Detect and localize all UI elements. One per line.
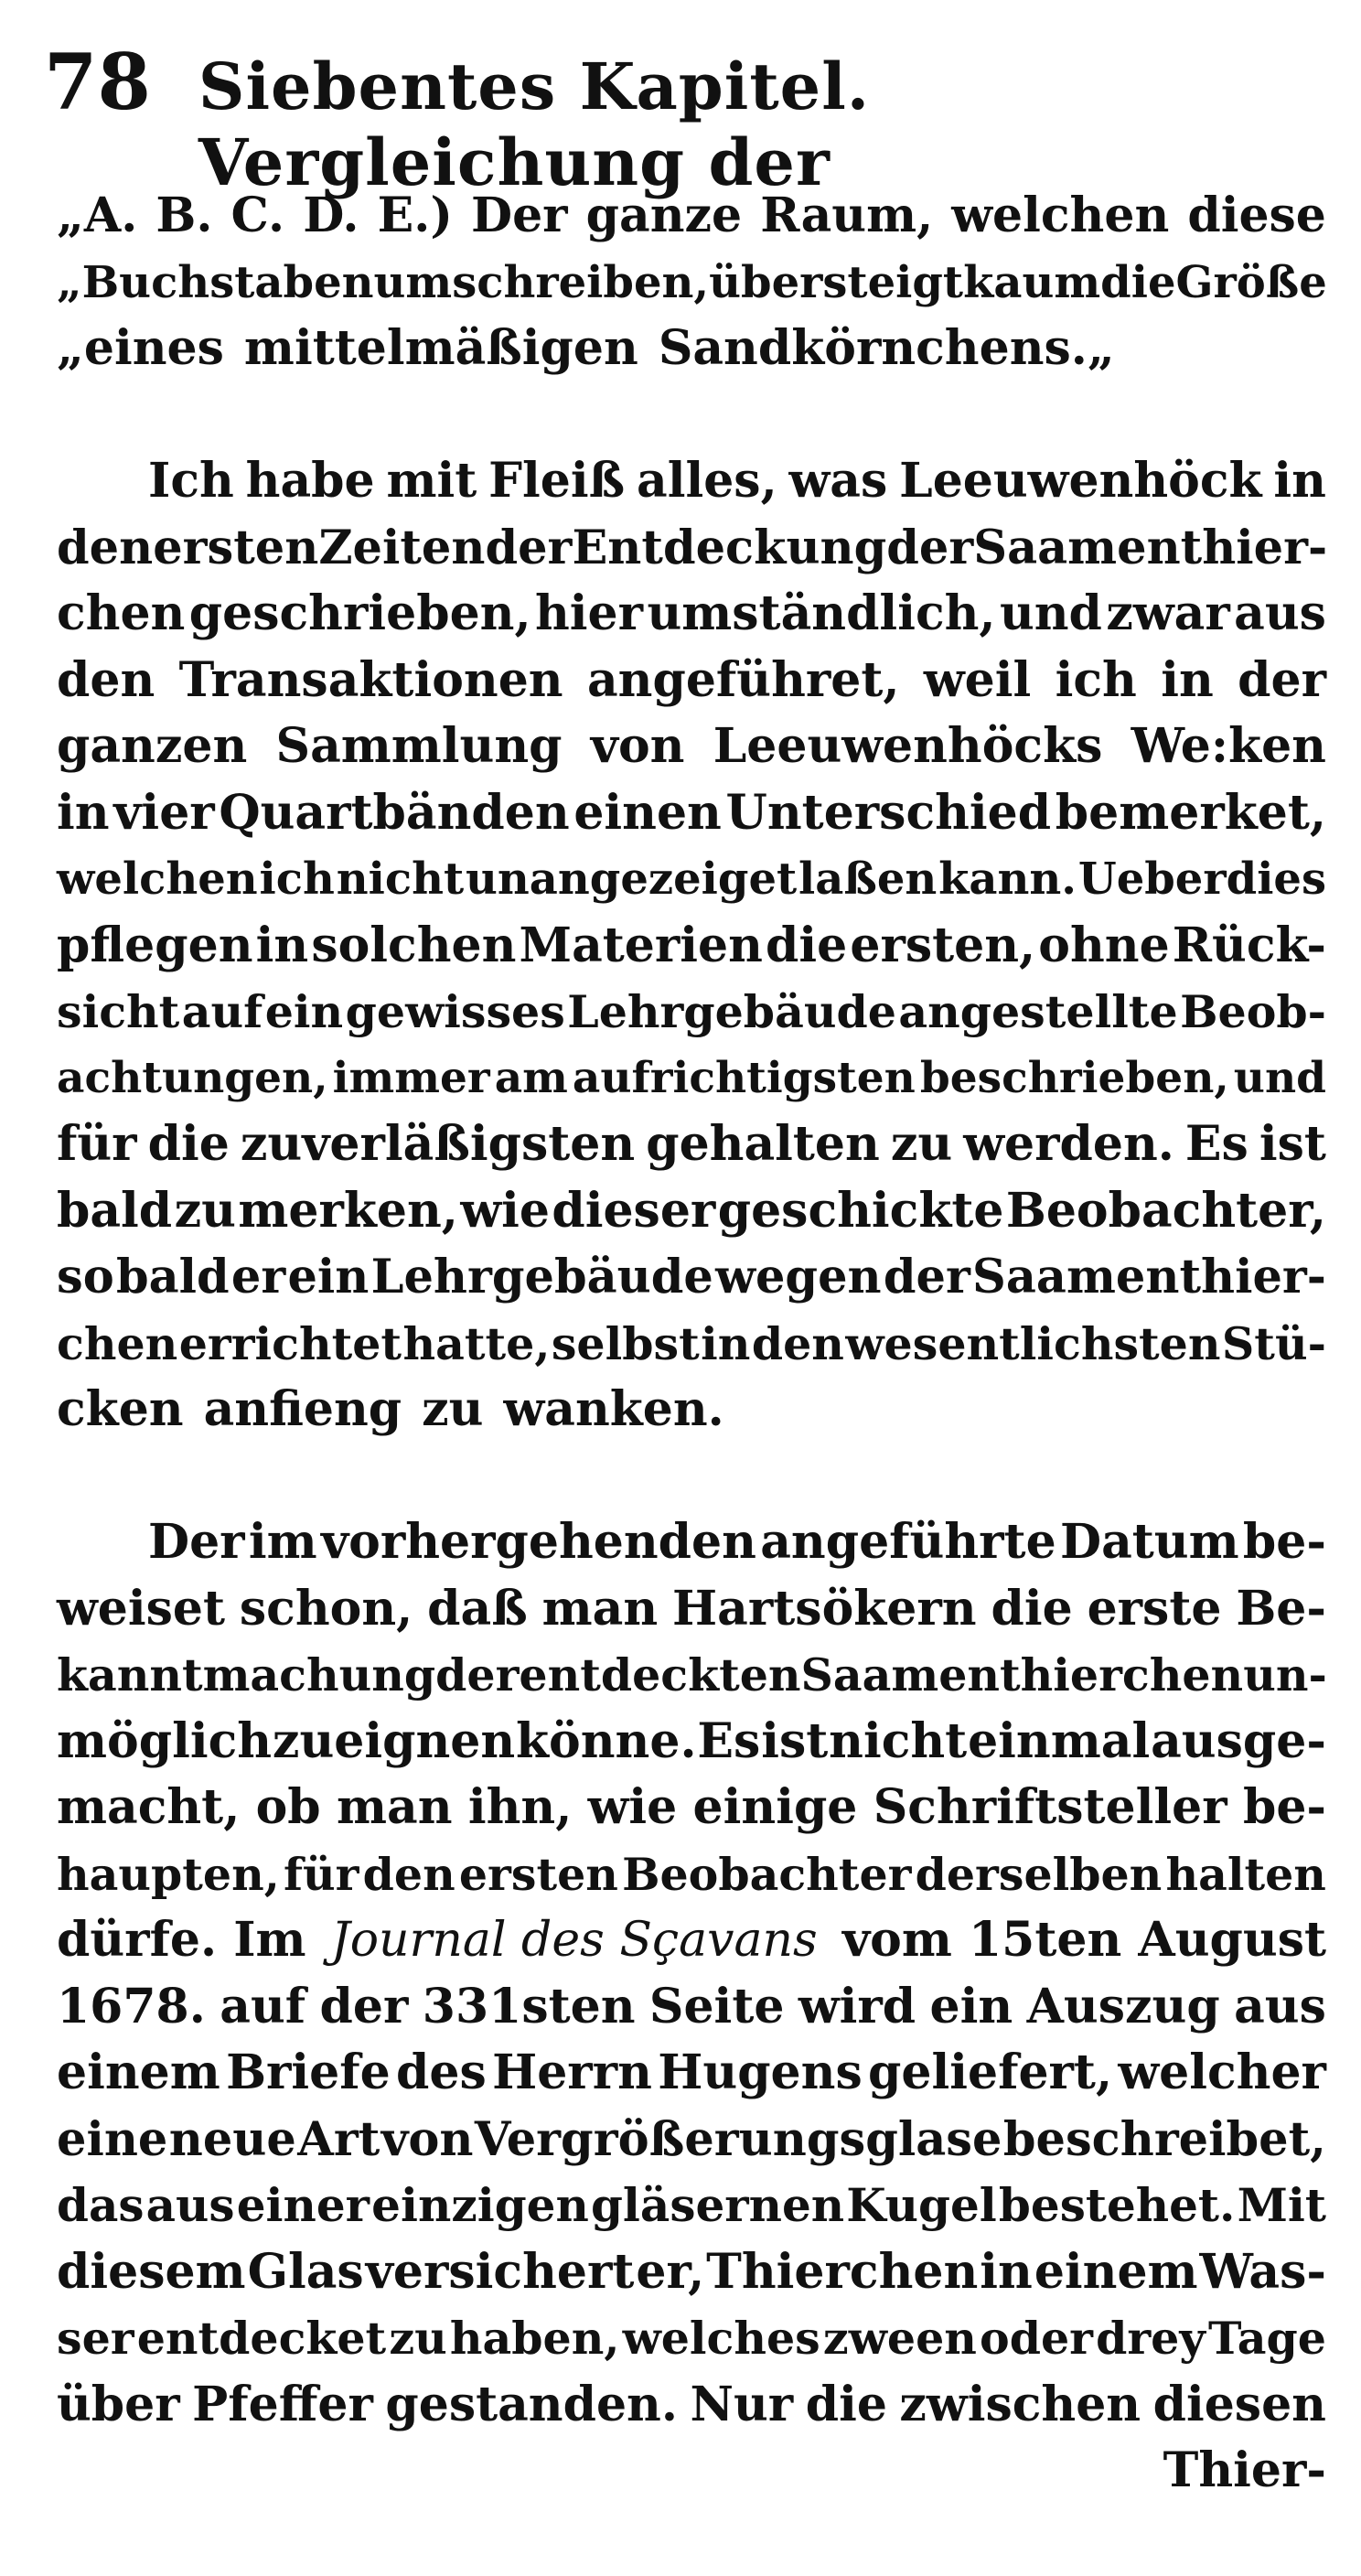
word: aufrichtigsten <box>572 1052 916 1103</box>
word: Schriftsteller <box>873 1779 1227 1835</box>
word: einzigen <box>371 2178 589 2232</box>
word: aus <box>1234 585 1326 641</box>
word: Es <box>1184 1116 1248 1172</box>
text-segment: vom 15ten August <box>841 1912 1326 1968</box>
text-line <box>57 2107 1326 2174</box>
text-line <box>57 780 1326 847</box>
word: 331sten <box>422 1978 636 2034</box>
word: zu <box>422 1381 484 1437</box>
word: selbst <box>551 1316 700 1370</box>
word: einer <box>236 2178 370 2232</box>
word: gehalten <box>646 1116 880 1172</box>
word: Auszug <box>1026 1978 1220 2034</box>
word: solchen <box>311 917 517 973</box>
word: ein <box>264 985 344 1038</box>
word: kann. <box>938 853 1077 905</box>
word: geschrieben, <box>188 585 531 641</box>
word: „eines <box>57 320 224 376</box>
word: Materien <box>519 917 763 973</box>
word: errichtet <box>178 1316 402 1370</box>
word: laßen <box>798 853 938 905</box>
word: immer <box>332 1052 490 1103</box>
word: und <box>999 585 1102 641</box>
word: zueignen <box>272 1712 516 1769</box>
word: Saamenthier- <box>972 1250 1326 1304</box>
word: wie <box>587 1779 678 1835</box>
word: geliefert, <box>868 2045 1113 2100</box>
word: die <box>805 2376 887 2432</box>
word: B. <box>155 188 213 243</box>
word: ersten <box>458 1847 618 1901</box>
text-line <box>57 1974 1326 2041</box>
word: ohne <box>1038 917 1170 973</box>
text-line <box>57 1311 1326 1378</box>
word: den <box>57 520 154 575</box>
text-line <box>57 1244 1326 1311</box>
word: diese <box>1187 188 1326 243</box>
word: ganzen <box>57 718 248 774</box>
text-line <box>57 1576 1326 1643</box>
paragraph-gap <box>57 1444 1326 1510</box>
text-line <box>57 448 1326 515</box>
word: zwar <box>1106 585 1230 641</box>
word: diesen <box>1152 2376 1326 2432</box>
word: We:ken <box>1131 718 1326 774</box>
word: die <box>766 917 848 973</box>
text-line <box>57 1111 1326 1178</box>
text-segment: dürfe. Im <box>57 1912 306 1968</box>
word: in <box>57 784 110 841</box>
word: könne. <box>516 1712 697 1769</box>
word: angeführet, <box>586 651 900 708</box>
text-line <box>57 979 1326 1046</box>
word: 1678. <box>57 1978 206 2034</box>
word: Thierchen <box>706 2243 979 2300</box>
word: alles, <box>637 453 777 509</box>
word: Der <box>471 188 568 243</box>
word: ein <box>929 1978 1013 2034</box>
word: Der <box>148 1514 245 1570</box>
text-line <box>57 648 1326 714</box>
word: schon, <box>239 1580 413 1637</box>
catchword: Thier- <box>1163 2442 1326 2498</box>
word: wie <box>460 1182 550 1239</box>
text-line <box>57 714 1326 780</box>
word: Ich <box>148 453 234 509</box>
word: vorhergehenden <box>320 1514 756 1570</box>
word: Herrn <box>492 2045 652 2100</box>
word: sicht <box>57 985 180 1038</box>
word: be- <box>1242 1514 1326 1570</box>
word: Beobachter <box>622 1847 912 1901</box>
word: ersten <box>153 520 319 575</box>
word: einem <box>1034 2243 1198 2300</box>
word: Be- <box>1236 1580 1326 1637</box>
word: ob <box>255 1779 321 1835</box>
word: Saamenthierchen <box>800 1648 1244 1701</box>
word: gestanden. <box>385 2376 678 2432</box>
word: umständlich, <box>647 585 996 641</box>
word: ich <box>259 853 335 905</box>
word: werden. <box>963 1116 1174 1172</box>
word: ser <box>57 2312 134 2365</box>
word: Hugens <box>658 2045 863 2100</box>
word: die <box>1100 256 1176 308</box>
word: D. <box>303 188 359 243</box>
text-line <box>57 2239 1326 2306</box>
word: wanken. <box>503 1381 724 1437</box>
word: Quartbänden <box>219 784 570 841</box>
text-line <box>57 581 1326 648</box>
word: was <box>788 453 888 509</box>
word: einem <box>57 2045 220 2100</box>
word: Seite <box>648 1978 785 2034</box>
word: in <box>255 917 309 973</box>
word: auf <box>220 1978 306 2034</box>
word: nicht <box>829 1712 968 1769</box>
text-line <box>57 1377 1326 1444</box>
word: und <box>1233 1052 1326 1103</box>
word: auf <box>181 985 263 1038</box>
word: halten <box>1165 1847 1326 1901</box>
word: chen <box>57 585 186 641</box>
word: Stü- <box>1221 1316 1326 1370</box>
word: übersteigt <box>709 256 964 308</box>
word: anfieng <box>203 1381 402 1437</box>
word: Sandkörnchens.„ <box>658 320 1115 376</box>
page-header <box>44 37 1324 200</box>
text-line <box>57 913 1326 980</box>
word: am <box>494 1052 568 1103</box>
word: bald <box>57 1182 173 1239</box>
word: versichert <box>365 2243 635 2300</box>
word: drey <box>1096 2312 1206 2365</box>
word: entdeckten <box>519 1648 801 1701</box>
word: einmal <box>968 1712 1151 1769</box>
word: Kugel <box>846 2178 997 2232</box>
word: pflegen <box>57 917 253 973</box>
word: Art <box>297 2111 380 2167</box>
word: den <box>362 1847 455 1901</box>
word: kanntmachung <box>57 1648 436 1701</box>
text-line <box>57 316 1326 382</box>
word: Rück- <box>1172 917 1326 973</box>
word: ihn, <box>467 1779 573 1835</box>
paragraph-gap <box>57 382 1326 449</box>
word: von <box>380 2111 474 2167</box>
text-line <box>57 1178 1326 1245</box>
word: „A. <box>57 188 138 243</box>
word: ein <box>287 1250 370 1304</box>
word: Was- <box>1199 2243 1326 2300</box>
word: man <box>336 1779 453 1835</box>
word: angestellte <box>898 985 1178 1038</box>
word: Hartsökern <box>672 1580 977 1637</box>
word: wird <box>798 1978 916 2034</box>
word: zu <box>890 1116 953 1172</box>
word: nicht <box>336 853 465 905</box>
word: zu <box>174 1182 236 1239</box>
word: un- <box>1243 1648 1327 1701</box>
word: dieser <box>552 1182 716 1239</box>
word: zwischen <box>899 2376 1141 2432</box>
text-line <box>57 250 1326 317</box>
word: Unterschied <box>725 784 1052 841</box>
word: aus <box>1234 1978 1326 2034</box>
word: ganze <box>585 188 743 243</box>
word: Transaktionen <box>178 651 563 708</box>
word: der <box>485 520 573 575</box>
word: ist <box>761 1712 829 1769</box>
word: kaum <box>963 256 1101 308</box>
word: das <box>57 2178 145 2232</box>
word: be- <box>1242 1779 1326 1835</box>
word: Pfeffer <box>192 2376 373 2432</box>
word: bestehet. <box>998 2178 1236 2232</box>
word: Zeiten <box>318 520 486 575</box>
word: haupten, <box>57 1847 280 1901</box>
text-line <box>57 846 1326 913</box>
word: in <box>701 1316 751 1370</box>
word: mit <box>386 453 477 509</box>
word: hatte, <box>402 1316 551 1370</box>
text-line <box>57 1841 1326 1908</box>
word: macht, <box>57 1779 241 1835</box>
word: zu <box>389 2312 447 2365</box>
word: einen <box>573 784 722 841</box>
word: bald <box>115 1250 230 1304</box>
word: eine <box>57 2111 168 2167</box>
word: ausge- <box>1151 1712 1326 1769</box>
word: in <box>980 2243 1033 2300</box>
journal-title: Journal des Sçavans <box>330 1913 818 1968</box>
word: Mit <box>1237 2178 1326 2232</box>
word: Tage <box>1207 2312 1326 2365</box>
word: der <box>319 1978 409 2034</box>
word: ich <box>1055 651 1137 708</box>
word: welcher <box>1118 2045 1326 2100</box>
word: wesentlichsten <box>845 1316 1221 1370</box>
word: für <box>57 1116 137 1172</box>
text-line <box>57 183 1326 250</box>
word: Beob- <box>1180 985 1326 1038</box>
catchword-row <box>57 2438 1326 2505</box>
word: geschickte <box>717 1182 1004 1239</box>
word: für <box>283 1847 359 1901</box>
word: von <box>590 718 685 774</box>
word: die <box>147 1116 230 1172</box>
word: umschreiben, <box>373 256 710 308</box>
word: in <box>1161 651 1214 708</box>
word: C. <box>230 188 285 243</box>
text-line <box>57 1642 1326 1709</box>
body-text <box>57 183 1326 2505</box>
word: die <box>991 1580 1073 1637</box>
word: so <box>57 1250 114 1304</box>
word: welches <box>622 2312 820 2365</box>
word: unangezeiget <box>465 853 798 905</box>
word: haben, <box>449 2312 620 2365</box>
word: Fleiß <box>488 453 626 509</box>
word: zuverläßigsten <box>240 1116 636 1172</box>
word: Ueberdies <box>1077 853 1326 905</box>
text-line-with-journal-title <box>57 1907 1326 1974</box>
word: habe <box>245 453 375 509</box>
word: einige <box>692 1779 858 1835</box>
word: welchen <box>951 188 1170 243</box>
word: derselben <box>915 1847 1163 1901</box>
word: chen <box>57 1316 178 1370</box>
word: Entdeckung <box>572 520 887 575</box>
text-line <box>57 1775 1326 1841</box>
word: Leeuwenhöck <box>899 453 1262 509</box>
word: Beobachter, <box>1005 1182 1326 1239</box>
page-number: 78 <box>44 37 151 127</box>
word: vier <box>113 784 215 841</box>
word: über <box>57 2376 180 2432</box>
text-line <box>57 1709 1326 1776</box>
word: Saamenthier- <box>973 520 1328 575</box>
word: Es <box>697 1712 761 1769</box>
word: Leeuwenhöcks <box>713 718 1103 774</box>
word: mittelmäßigen <box>243 320 638 376</box>
text-line <box>57 515 1326 582</box>
word: erste <box>1087 1580 1222 1637</box>
word: Briefe <box>226 2045 391 2100</box>
word: Lehrgebäude <box>370 1250 713 1304</box>
word: wegen <box>715 1250 882 1304</box>
word: „Buchstaben <box>57 256 374 308</box>
word: entdecket <box>136 2312 387 2365</box>
word: neue <box>168 2111 296 2167</box>
word: E.) <box>377 188 453 243</box>
word: Größe <box>1175 256 1327 308</box>
word: Vergrößerungsglase <box>474 2111 1002 2167</box>
word: ersten, <box>850 917 1036 973</box>
word: er, <box>636 2243 705 2300</box>
word: im <box>248 1514 317 1570</box>
word: Sammlung <box>275 718 563 774</box>
word: oder <box>980 2312 1093 2365</box>
word: achtungen, <box>57 1052 328 1103</box>
word: cken <box>57 1381 184 1437</box>
word: man <box>541 1580 659 1637</box>
text-line <box>57 1509 1326 1576</box>
word: in <box>1273 453 1326 509</box>
text-line <box>57 2040 1326 2107</box>
text-line <box>57 2372 1326 2439</box>
word: Raum, <box>760 188 934 243</box>
word: weil <box>923 651 1032 708</box>
word: Lehrgebäude <box>567 985 896 1038</box>
word: ist <box>1259 1116 1326 1172</box>
word: der <box>1238 651 1326 708</box>
word: beschreibet, <box>1002 2111 1326 2167</box>
word: Datum <box>1059 1514 1239 1570</box>
word: Nur <box>690 2376 794 2432</box>
word: der <box>435 1648 520 1701</box>
word: er <box>230 1250 286 1304</box>
text-line <box>57 2305 1326 2372</box>
word: diesem <box>57 2243 246 2300</box>
word: Glas <box>247 2243 364 2300</box>
word: weiset <box>57 1580 225 1637</box>
running-head: Siebentes Kapitel. Vergleichung der <box>198 48 871 200</box>
word: zween <box>822 2312 977 2365</box>
word: hier <box>534 585 644 641</box>
word: aus <box>145 2178 235 2232</box>
word: des <box>396 2045 487 2100</box>
word: daß <box>427 1580 528 1637</box>
word: den <box>751 1316 844 1370</box>
word: bemerket, <box>1055 784 1326 841</box>
text-line <box>57 2173 1326 2239</box>
word: merken, <box>238 1182 458 1239</box>
word: der <box>883 1250 970 1304</box>
word: beschrieben, <box>919 1052 1229 1103</box>
word: den <box>57 651 155 708</box>
text-line <box>57 1046 1326 1112</box>
word: welchen <box>57 853 258 905</box>
word: gewisses <box>345 985 565 1038</box>
word: angeführte <box>760 1514 1056 1570</box>
word: gläsernen <box>590 2178 845 2232</box>
word: möglich <box>57 1712 273 1769</box>
word: der <box>886 520 974 575</box>
